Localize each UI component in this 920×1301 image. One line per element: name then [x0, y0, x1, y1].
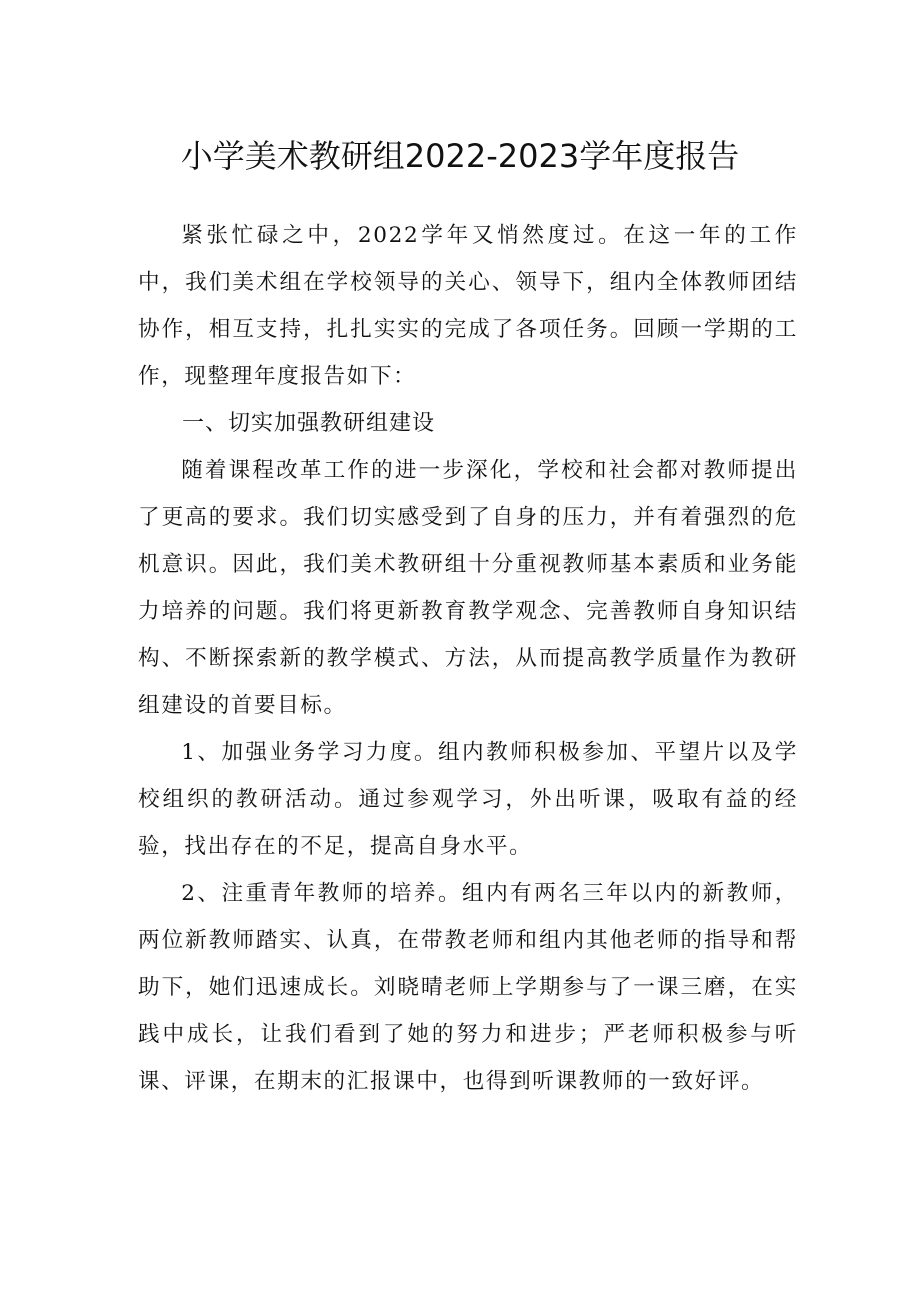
section-heading-1: 一、切实加强教研组建设: [182, 411, 436, 436]
intro-paragraph: 紧张忙碌之中，2022学年又悄然度过。在这一年的工作中，我们美术组在学校领导的关心、领导下，组内全体教师团结协作，相互支持，扎扎实实的完成了各项任务。回顾一学期的工作，现整理年度报告如下：: [138, 223, 798, 389]
document-title: 小学美术教研组2022-2023学年度报告: [180, 137, 740, 175]
section-1-paragraph: 随着课程改革工作的进一步深化，学校和社会都对教师提出了更高的要求。我们切实感受到了自身的压力，并有着强烈的危机意识。因此，我们美术教研组十分重视教师基本素质和业务能力培养的问题。我们将更新教育教学观念、完善教师自身知识结构、不断探索新的教学模式、方法，从而提高教学质量作为教研组建设的首要目标。: [138, 458, 798, 718]
item-2-paragraph: 2、注重青年教师的培养。组内有两名三年以内的新教师，两位新教师踏实、认真，在带教老师和组内其他老师的指导和帮助下，她们迅速成长。刘晓晴老师上学期参与了一课三磨，在实践中成长，让我们看到了她的努力和进步；严老师积极参与听课、评课，在期末的汇报课中，也得到听课教师的一致好评。: [138, 881, 798, 1094]
item-1-paragraph: 1、加强业务学习力度。组内教师积极参加、平望片以及学校组织的教研活动。通过参观学习，外出听课，吸取有益的经验，找出存在的不足，提高自身水平。: [138, 740, 798, 859]
document-body: [138, 212, 798, 1105]
